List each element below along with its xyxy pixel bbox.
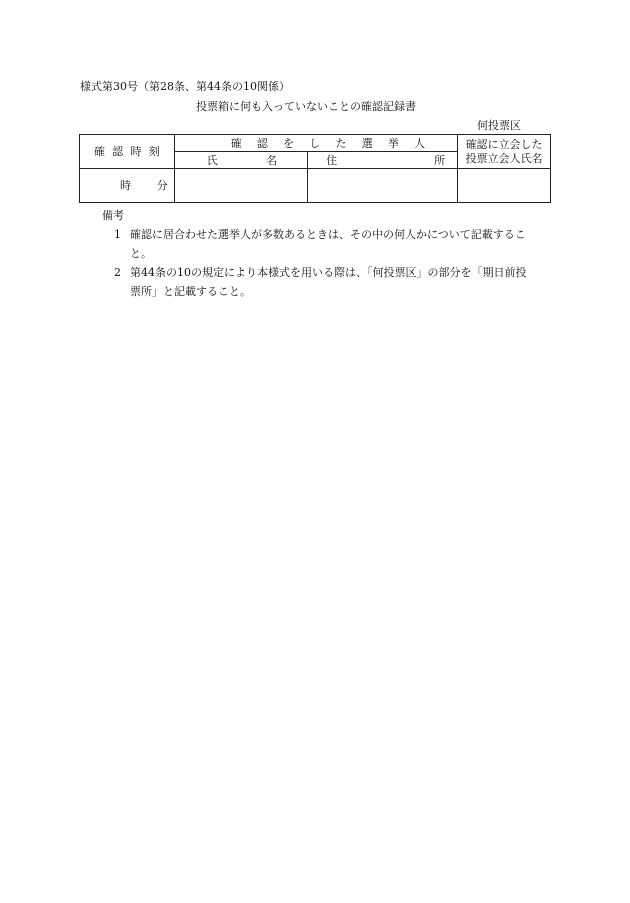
name-entry-cell xyxy=(174,169,307,203)
form-number: 様式第30号（第28条、第44条の10関係） xyxy=(80,80,290,93)
address-entry-cell xyxy=(308,169,458,203)
note-item xyxy=(114,263,554,301)
name-header: 氏 名 xyxy=(206,153,278,167)
hour-unit: 時 xyxy=(120,179,131,192)
note-number: 1 xyxy=(114,228,121,241)
witness-entry-cell xyxy=(458,169,551,203)
address-header: 住 所 xyxy=(326,153,446,167)
document-title: 投票箱に何も入っていないことの確認記録書 xyxy=(196,100,416,113)
notes-title: 備考 xyxy=(102,209,124,222)
district-label: 何投票区 xyxy=(477,119,521,132)
time-header-cell xyxy=(80,135,175,169)
witness-header-line1: 確認に立会した xyxy=(465,137,543,151)
witness-header-line2: 投票立会人氏名 xyxy=(465,151,543,165)
confirmation-record-table xyxy=(79,134,551,203)
note-text-line1: 確認に居合わせた選挙人が多数あるときは、その中の何人かについて記載するこ xyxy=(130,228,526,241)
elector-header: 確 認 を し た 選 挙 人 xyxy=(230,136,426,150)
minute-unit: 分 xyxy=(156,179,168,192)
witness-header-cell xyxy=(458,135,551,169)
time-entry-cell xyxy=(80,169,175,203)
name-header-cell xyxy=(174,152,307,169)
address-header-cell xyxy=(308,152,458,169)
time-header: 確 認 時 刻 xyxy=(94,145,160,158)
note-item xyxy=(114,225,554,263)
note-number: 2 xyxy=(114,266,121,279)
elector-header-cell xyxy=(174,135,457,152)
time-entry xyxy=(80,179,174,192)
note-text-line1: 第44条の10の規定により本様式を用いる際は、「何投票区」の部分を「期日前投 xyxy=(130,266,527,279)
note-text-line2: と。 xyxy=(130,247,152,260)
note-text-line2: 票所」と記載すること。 xyxy=(130,285,251,298)
